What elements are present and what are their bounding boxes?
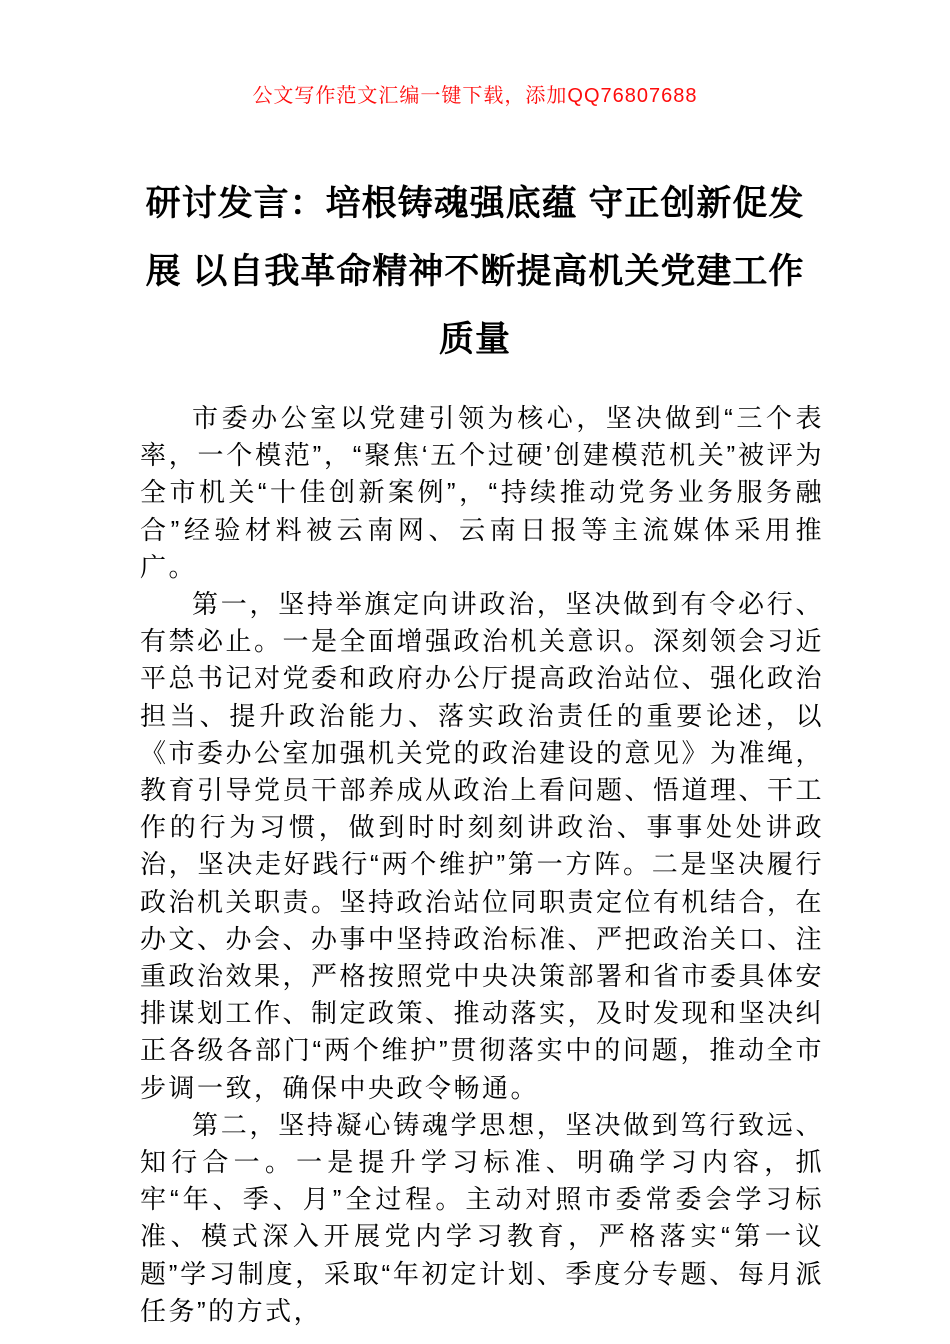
paragraph-second-point: 第二，坚持凝心铸魂学思想，坚决做到笃行致远、知行合一。一是提升学习标准、明确学习内容，抓牢“年、季、月”全过程。主动对照市委常委会学习标准、模式深入开展党内学习教育，严格落实“第一议题”学习制度，采取“年初定计划、季度分专题、每月派任务”的方式，	[140, 1109, 824, 1326]
paragraph-first-point: 第一，坚持举旗定向讲政治，坚决做到有令必行、有禁必止。一是全面增强政治机关意识。深刻领会习近平总书记对党委和政府办公厅提高政治站位、强化政治担当、提升政治能力、落实政治责任的重要论述，以《市委办公室加强机关党的政治建设的意见》为准绳，教育引导党员干部养成从政治上看问题、悟道理、干工作的行为习惯，做到时时刻刻讲政治、事事处处讲政治，坚决走好践行“两个维护”第一方阵。二是坚决履行政治机关职责。坚持政治站位同职责定位有机结合，在办文、办会、办事中坚持政治标准、严把政治关口、注重政治效果，严格按照党中央决策部署和省市委具体安排谋划工作、制定政策、推动落实，及时发现和坚决纠正各级各部门“两个维护”贯彻落实中的问题，推动全市步调一致，确保中央政令畅通。	[140, 589, 825, 1103]
promo-header-notice: 公文写作范文汇编一键下载，添加QQ76807688	[252, 85, 698, 107]
paragraph-intro: 市委办公室以党建引领为核心，坚决做到“三个表率，一个模范”，“聚焦‘五个过硬’创建模范机关”被评为全市机关“十佳创新案例”，“持续推动党务业务服务融合”经验材料被云南网、云南日报等主流媒体采用推广。	[140, 403, 824, 582]
document-title: 研讨发言：培根铸魂强底蕴 守正创新促发展 以自我革命精神不断提高机关党建工作质量	[145, 184, 805, 359]
document-body	[140, 400, 824, 1330]
